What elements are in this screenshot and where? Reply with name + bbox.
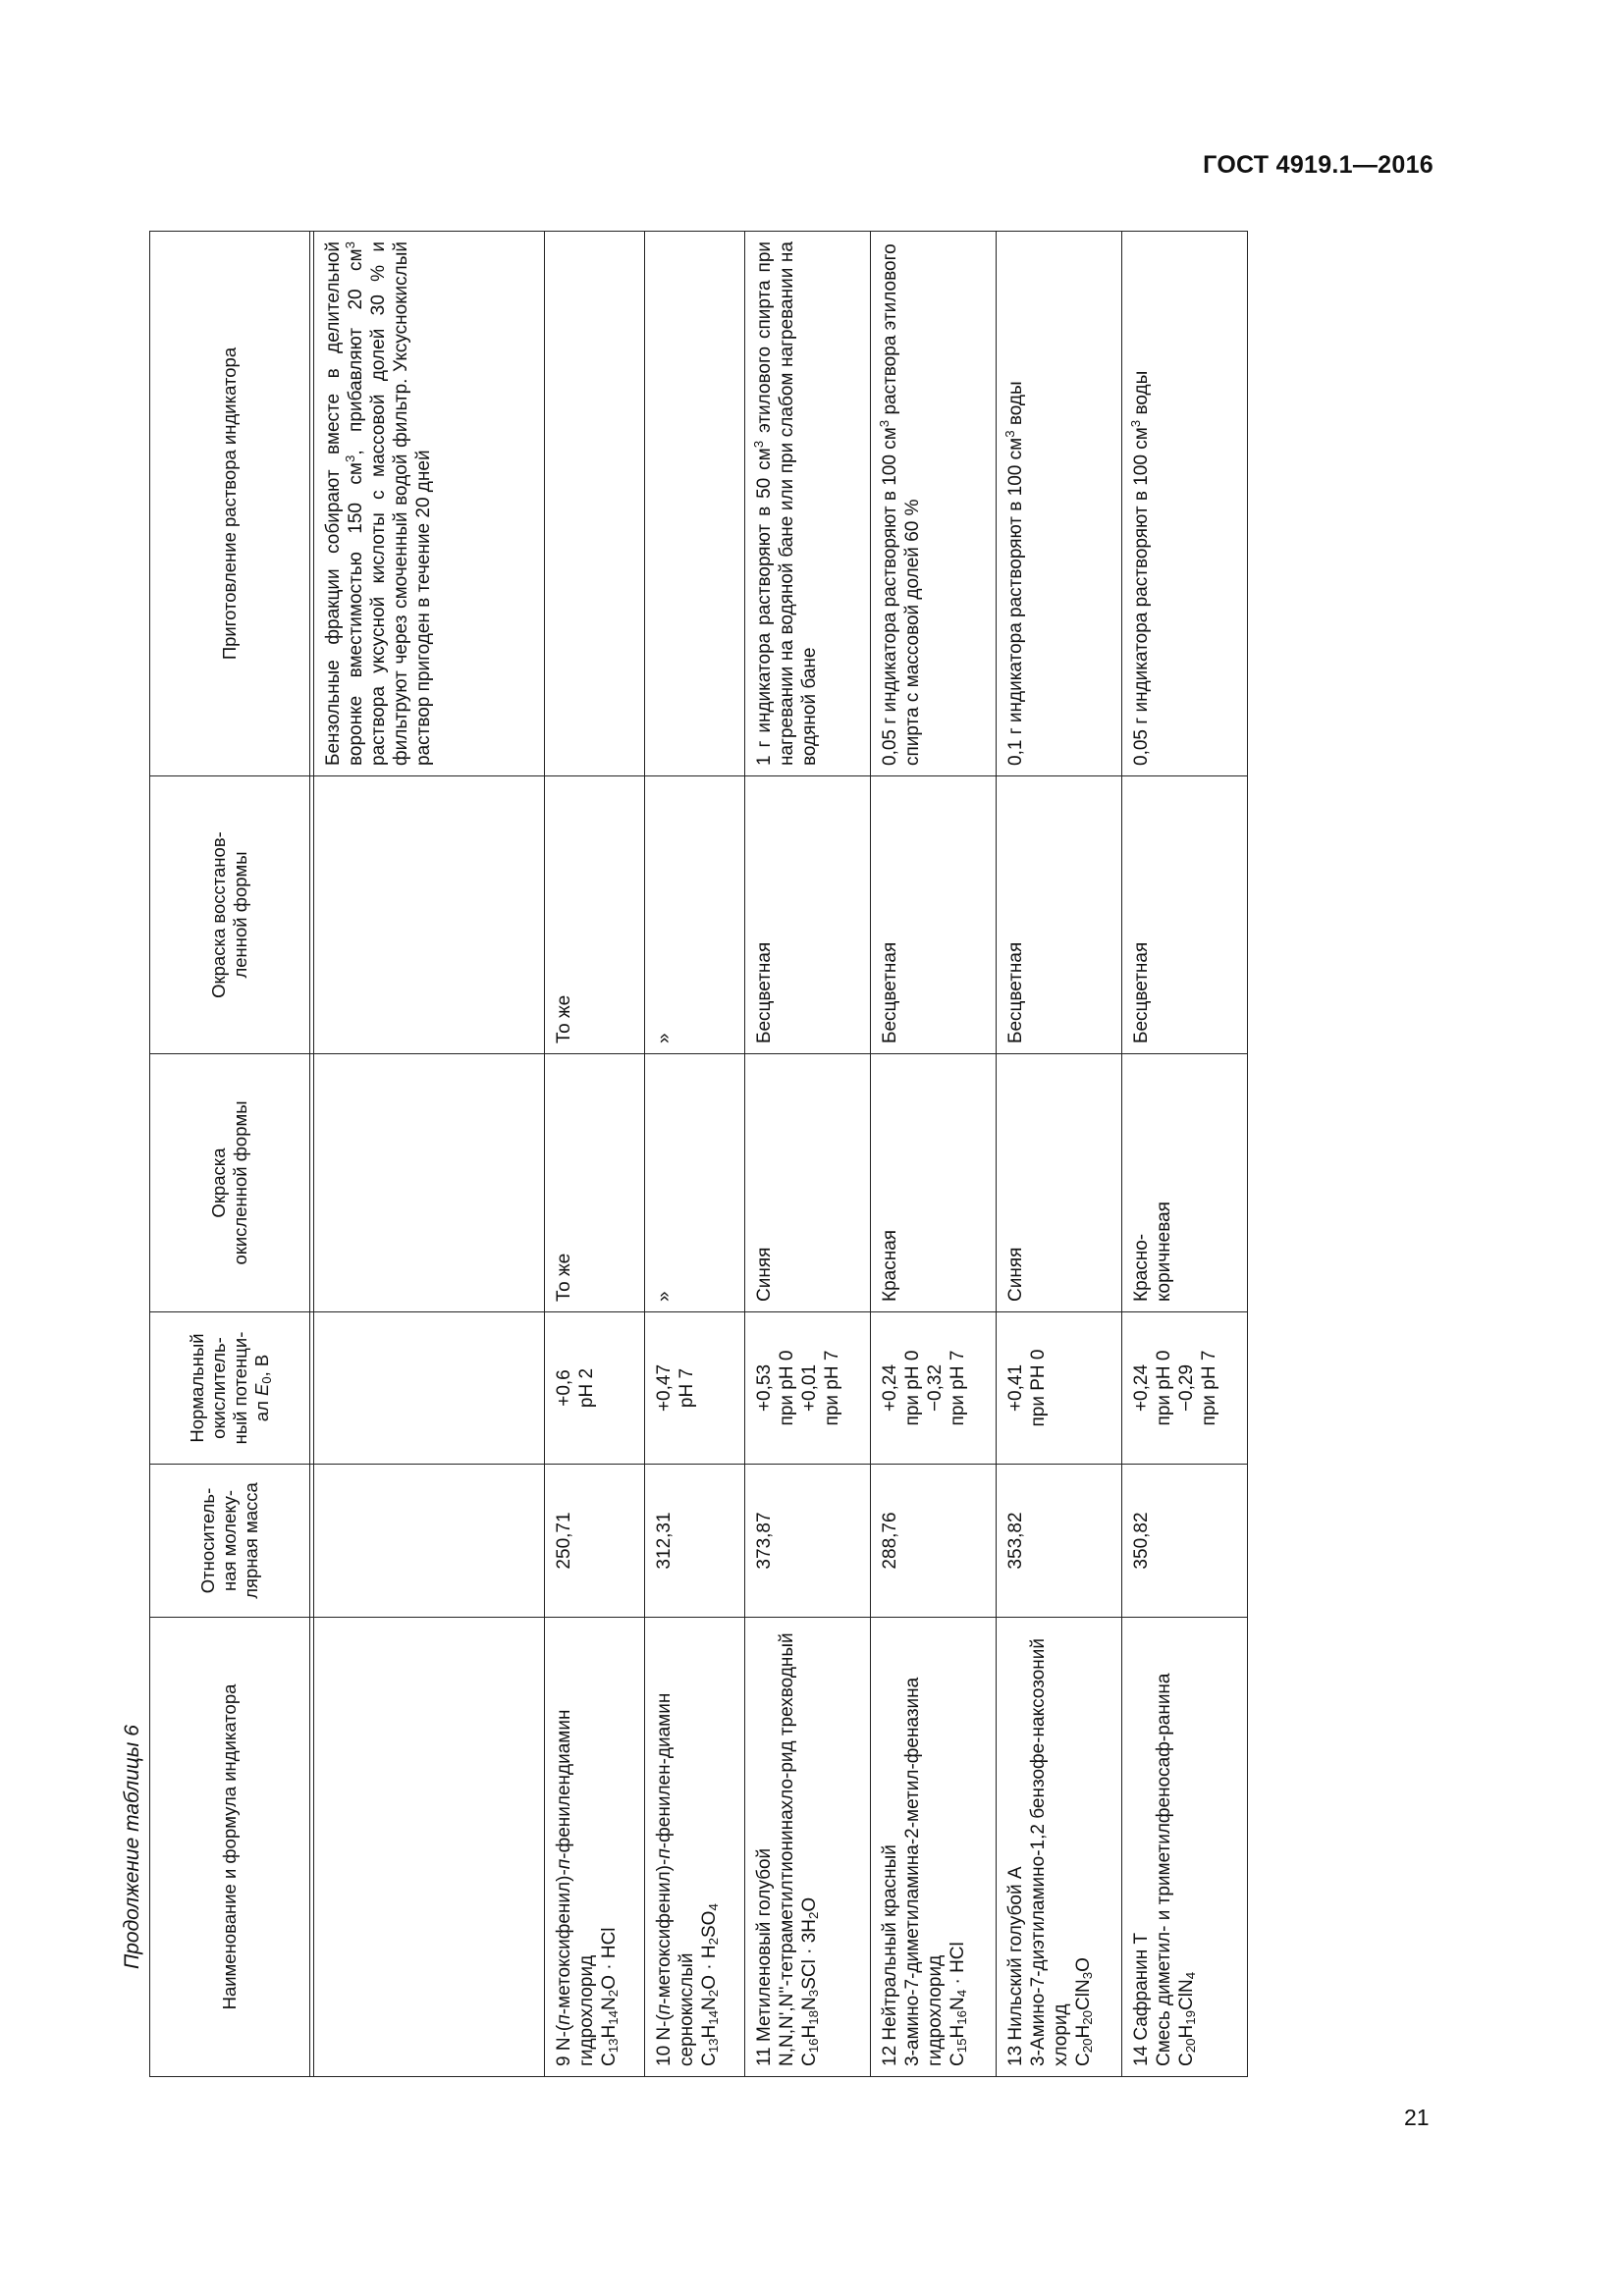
cell-name: 11 Метиленовый голубой N,N,N',N''-тетраметилтионинахло-рид трехводный $C_{16}H_{18}N_3SCl \cdot 3H_2O$	[745, 1618, 871, 2077]
table-caption: Продолжение таблицы 6	[121, 1725, 143, 1969]
cell-red-color: Бесцветная	[745, 776, 871, 1054]
cell-prep: Бензольные фракции собирают вместе в делительной воронке вместимостью 150 $см^3$, прибавляют 20 $см^3$ раствора уксусной кислоты с массовой долей 30 % и фильтруют через смоченный водой фильтр. Уксуснокислый раствор пригоден в течение 20 дней	[314, 232, 545, 776]
col-header-prep: Приготовление раствора индикатора	[150, 232, 310, 776]
cell-red-color: Бесцветная	[1122, 776, 1248, 1054]
cell-ox-color	[314, 1054, 545, 1312]
table-row	[745, 232, 871, 2077]
col-header-red-color: Окраска восстанов- ленной формы	[150, 776, 310, 1054]
cell-red-color: То же	[545, 776, 645, 1054]
cell-potential	[314, 1312, 545, 1465]
table-rotated-container	[149, 232, 1239, 2077]
cell-potential: +0,53 при pH 0 +0,01 при pH 7	[745, 1312, 871, 1465]
cell-mass: 373,87	[745, 1465, 871, 1618]
cell-red-color	[314, 776, 545, 1054]
cell-red-color: Бесцветная	[871, 776, 997, 1054]
table-row	[545, 232, 645, 2077]
col-header-mass: Относитель- ная молеку- лярная масса	[150, 1465, 310, 1618]
cell-ox-color: Красно- коричневая	[1122, 1054, 1248, 1312]
cell-ox-color: Синяя	[997, 1054, 1122, 1312]
cell-potential: +0,41 при PH 0	[997, 1312, 1122, 1465]
table-row	[1122, 232, 1248, 2077]
table-row	[314, 232, 545, 2077]
col-header-name: Наименование и формула индикатора	[150, 1618, 310, 2077]
cell-potential: +0,6 pH 2	[545, 1312, 645, 1465]
cell-red-color: »	[645, 776, 745, 1054]
cell-potential: +0,24 при pH 0 −0,29 при pH 7	[1122, 1312, 1248, 1465]
cell-name	[314, 1618, 545, 2077]
cell-mass: 353,82	[997, 1465, 1122, 1618]
cell-potential: +0,24 при pH 0 −0,32 при pH 7	[871, 1312, 997, 1465]
cell-name: 12 Нейтральный красный 3-амино-7-диметиламина-2-метил-феназина гидрохлорид $C_{15}H_{16}N_4$ · HCl	[871, 1618, 997, 2077]
cell-mass	[314, 1465, 545, 1618]
document-header: ГОСТ 4919.1—2016	[1203, 151, 1434, 179]
indicator-table	[149, 231, 1248, 2077]
cell-ox-color: То же	[545, 1054, 645, 1312]
page-number: 21	[1404, 2105, 1430, 2130]
cell-mass: 288,76	[871, 1465, 997, 1618]
cell-prep: 0,05 г индикатора растворяют в 100 $см^3$ воды	[1122, 232, 1248, 776]
table-row	[871, 232, 997, 2077]
cell-prep	[545, 232, 645, 776]
table-row	[997, 232, 1122, 2077]
table-row	[645, 232, 745, 2077]
cell-name: 9 N-(п-метоксифенил)-п-фенилендиамин гидрохлорид $C_{13}H_{14}N_2O$ · HCl	[545, 1618, 645, 2077]
cell-potential: +0,47 pH 7	[645, 1312, 745, 1465]
cell-prep: 0,05 г индикатора растворяют в 100 $см^3$ раствора этилового спирта с массовой долей 60 %	[871, 232, 997, 776]
cell-mass: 312,31	[645, 1465, 745, 1618]
cell-ox-color: Красная	[871, 1054, 997, 1312]
cell-mass: 250,71	[545, 1465, 645, 1618]
cell-ox-color: »	[645, 1054, 745, 1312]
cell-name: 10 N-(п-метоксифенил)-п-фенилен-диамин сернокислый $C_{13}H_{14}N_2O \cdot H_2SO_4$	[645, 1618, 745, 2077]
cell-name: 14 Сафранин Т Смесь диметил- и триметилфеносаф-ранина $C_{20}H_{19}ClN_4$	[1122, 1618, 1248, 2077]
cell-prep: 0,1 г индикатора растворяют в 100 $см^3$ воды	[997, 232, 1122, 776]
cell-prep	[645, 232, 745, 776]
cell-prep: 1 г индикатора растворяют в 50 $см^3$ этилового спирта при нагревании на водяной бане или при слабом нагревании на водяной бане	[745, 232, 871, 776]
table-header-row	[150, 232, 310, 2077]
cell-mass: 350,82	[1122, 1465, 1248, 1618]
cell-red-color: Бесцветная	[997, 776, 1122, 1054]
col-header-potential: Нормальный окислитель- ный потенци- ал $E_0$, В	[150, 1312, 310, 1465]
col-header-ox-color: Окраска окисленной формы	[150, 1054, 310, 1312]
cell-name: 13 Нильский голубой А 3-Амино-7-диэтиламино-1,2 бензофе-наксозоний хлорид $C_{20}H_{20}ClN_3O$	[997, 1618, 1122, 2077]
cell-ox-color: Синяя	[745, 1054, 871, 1312]
